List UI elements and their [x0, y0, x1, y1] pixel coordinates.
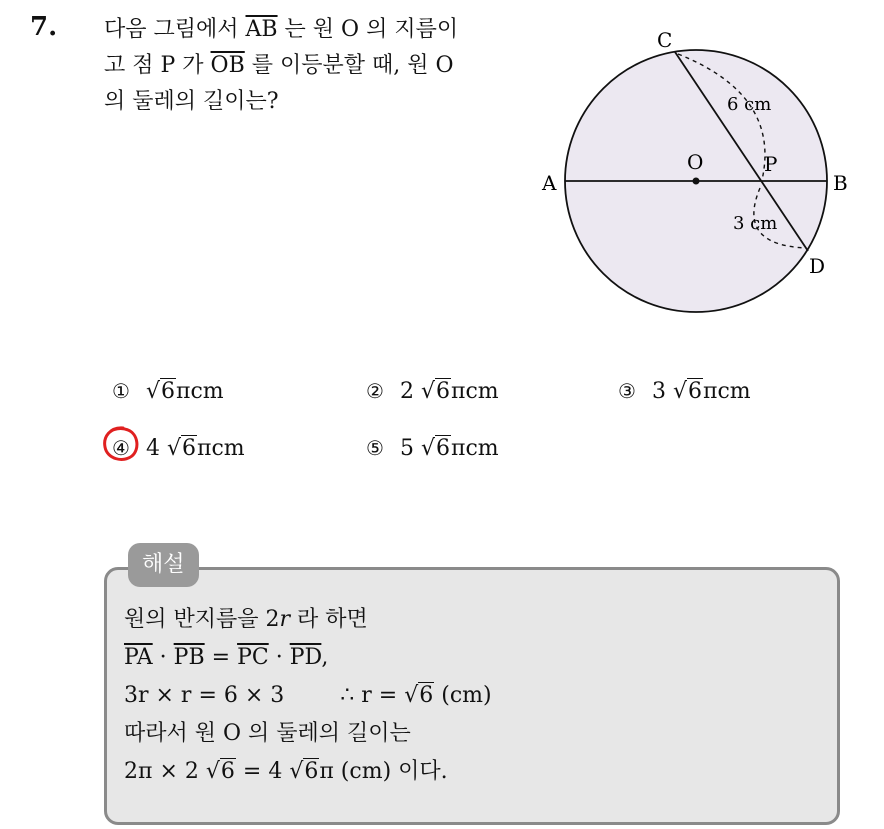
explanation-line-1-post: 라 하면: [290, 607, 368, 632]
explanation-line-3: [124, 680, 492, 712]
choice-1-radicand: 6: [161, 379, 176, 404]
choice-2-coef: 2: [400, 379, 414, 404]
explanation-line-5-radicand-1: 6: [220, 759, 235, 784]
explanation-line-2: [124, 642, 328, 674]
length-cp: 6 cm: [727, 94, 772, 115]
choice-5-sqrt: √6: [421, 436, 451, 461]
center-point-o: [693, 178, 700, 185]
segment-pd: $\overline{PD}$: [289, 645, 322, 670]
choice-5[interactable]: [366, 433, 499, 464]
segment-pa: $\overline{PA}$: [124, 645, 153, 670]
choice-2-marker: ②: [366, 379, 384, 403]
choice-2-unit: πcm: [451, 379, 499, 404]
explanation-line-5-sqrt-1: √6: [205, 759, 235, 784]
segment-ob-label: $\overline{OB}$: [210, 53, 245, 78]
choice-4-unit: πcm: [197, 436, 245, 461]
explanation-tag: 해설: [128, 543, 199, 587]
explanation-line-5-c: π (cm) 이다.: [319, 759, 448, 784]
explanation-line-3-sqrt: √6: [404, 683, 434, 708]
choice-1-unit: πcm: [176, 379, 224, 404]
choice-5-marker: ⑤: [366, 436, 384, 460]
choice-1-marker: ①: [112, 379, 130, 403]
question-line-1-pre: 다음 그림에서: [104, 17, 246, 42]
choice-2-radicand: 6: [436, 379, 451, 404]
choice-5-coef: 5: [400, 436, 414, 461]
choice-4-sqrt: √6: [167, 436, 197, 461]
label-p: P: [764, 152, 778, 176]
comma: ,: [321, 645, 329, 670]
explanation-line-3-therefore: ∴ r =: [340, 683, 405, 708]
segment-ab-label: $\overline{AB}$: [245, 17, 278, 42]
dot-2: ·: [268, 645, 290, 670]
question-line-3: 의 둘레의 길이는?: [104, 89, 279, 114]
explanation-line-3-left: 3r × r = 6 × 3: [124, 683, 285, 708]
circle-diagram: [536, 20, 866, 320]
choice-2[interactable]: [366, 376, 499, 407]
question-line-2-post: 를 이등분할 때, 원 O: [244, 53, 454, 78]
equals-sign: =: [204, 645, 238, 670]
label-b: B: [833, 171, 848, 195]
segment-pc: $\overline{PC}$: [237, 645, 269, 670]
choice-4-marker: ④: [112, 436, 130, 460]
question-line-2-pre: 고 점 P 가: [104, 53, 211, 78]
choice-3-marker: ③: [618, 379, 636, 403]
label-c: C: [657, 28, 673, 52]
label-a: A: [542, 171, 557, 195]
answer-circle-mark: [101, 425, 141, 465]
question-line-2: [104, 48, 534, 84]
length-pd: 3 cm: [733, 213, 778, 234]
question-line-1: [104, 12, 534, 48]
choice-2-sqrt: √6: [421, 379, 451, 404]
explanation-line-5-radicand-2: 6: [304, 759, 319, 784]
explanation-line-5-sqrt-2: √6: [289, 759, 319, 784]
explanation-line-5-a: 2π × 2: [124, 759, 206, 784]
label-d: D: [809, 254, 826, 278]
choice-1[interactable]: [112, 376, 224, 407]
label-o: O: [687, 150, 704, 174]
explanation-line-3-unit: (cm): [434, 683, 492, 708]
choice-4-coef: 4: [146, 436, 160, 461]
question-line-1-post: 는 원 O 의 지름이: [277, 17, 459, 42]
choice-1-sqrt: √6: [146, 379, 176, 404]
explanation-line-4: 따라서 원 O 의 둘레의 길이는: [124, 721, 411, 746]
explanation-line-1-pre: 원의 반지름을 2: [124, 607, 280, 632]
dot-1: ·: [152, 645, 174, 670]
choice-3[interactable]: [618, 376, 751, 407]
explanation-line-5-b: = 4: [235, 759, 290, 784]
question-number: 7.: [30, 12, 58, 42]
choice-3-unit: πcm: [703, 379, 751, 404]
choice-5-radicand: 6: [436, 436, 451, 461]
choice-3-sqrt: √6: [673, 379, 703, 404]
choice-3-coef: 3: [652, 379, 666, 404]
explanation-line-5: [124, 756, 448, 788]
choice-3-radicand: 6: [688, 379, 703, 404]
explanation-line-1-var: r: [279, 607, 291, 632]
choice-5-unit: πcm: [451, 436, 499, 461]
explanation-line-1: [124, 604, 368, 636]
question-text: [104, 12, 534, 120]
choice-4-radicand: 6: [182, 436, 197, 461]
explanation-line-3-radicand: 6: [419, 683, 434, 708]
segment-pb: $\overline{PB}$: [173, 645, 205, 670]
